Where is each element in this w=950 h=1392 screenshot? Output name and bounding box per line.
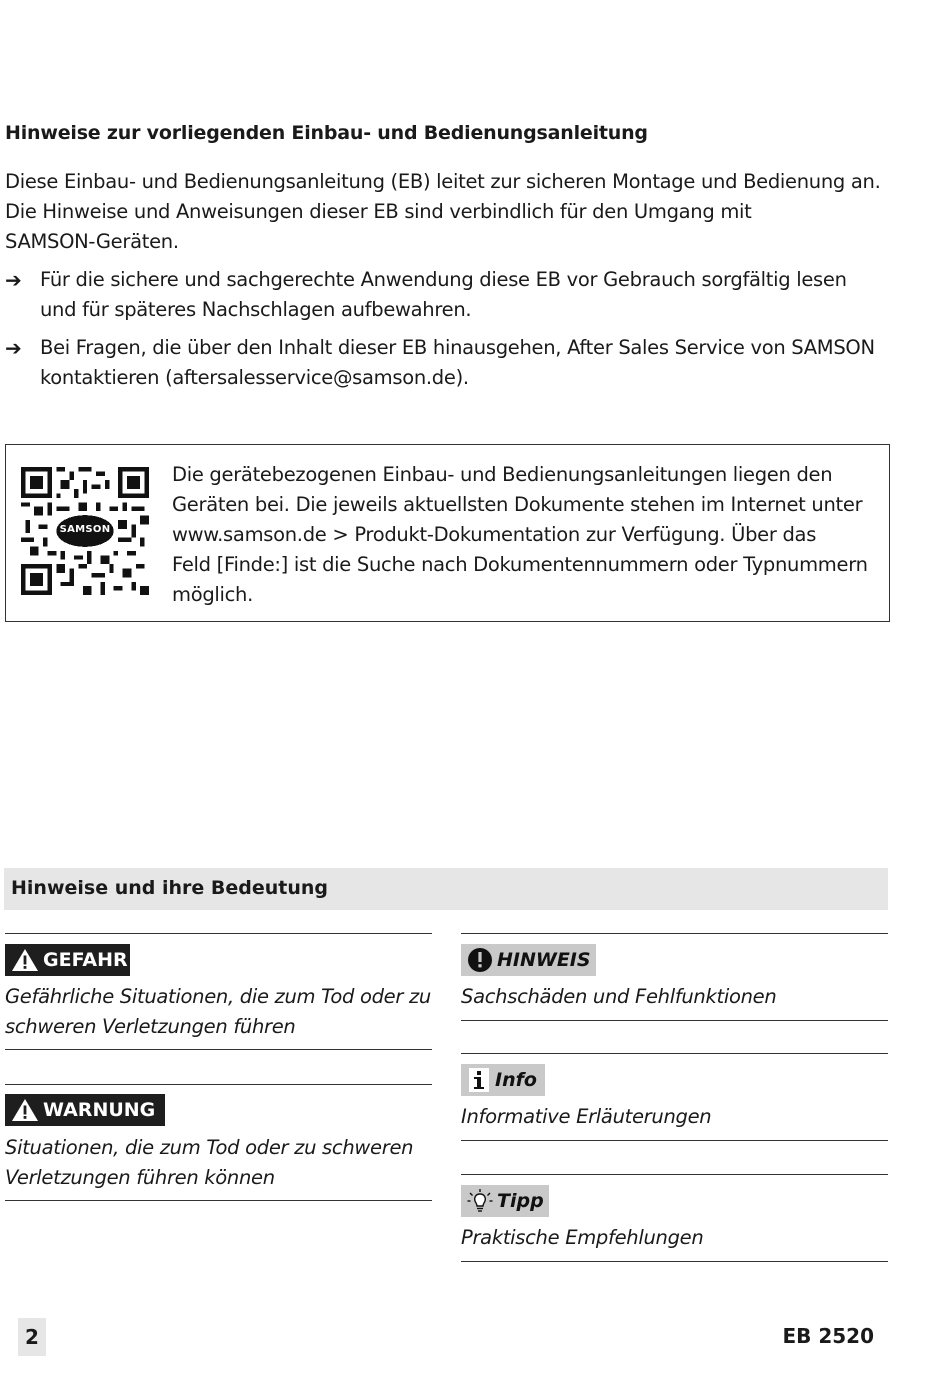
hinweis-description [461, 982, 776, 1012]
qr-line: Geräten bei. Die jeweils aktuellsten Dokumente stehen im Internet unter [172, 493, 863, 516]
description-line: Praktische Empfehlungen [461, 1226, 704, 1249]
description-line: Informative Erläuterungen [461, 1105, 712, 1128]
divider [5, 1049, 432, 1050]
arrow-icon: ➔ [5, 336, 22, 360]
tipp-description [461, 1223, 703, 1253]
divider [5, 1084, 432, 1085]
qr-line: Feld [Finde:] ist die Suche nach Dokumentennummern oder Typnummern [172, 553, 868, 576]
description-line: schweren Verletzungen führen [5, 1015, 296, 1038]
lightbulb-icon [467, 1188, 493, 1214]
notes-heading: Hinweise zur vorliegenden Einbau- und Bedienungsanleitung [5, 122, 648, 144]
warnung-badge [5, 1094, 165, 1126]
description-line: Gefährliche Situationen, die zum Tod oder zu [5, 985, 431, 1008]
arrow-icon: ➔ [5, 268, 22, 292]
signal-words-heading: Hinweise und ihre Bedeutung [11, 877, 328, 899]
divider [461, 1053, 888, 1054]
warning-triangle-icon [11, 1098, 39, 1122]
gefahr-badge [5, 944, 130, 976]
divider [461, 1261, 888, 1262]
divider [461, 1020, 888, 1021]
divider [461, 933, 888, 934]
intro-paragraph [5, 167, 905, 257]
divider [461, 1140, 888, 1141]
info-icon [467, 1067, 491, 1093]
exclamation-circle-icon [467, 947, 493, 973]
intro-line: Die Hinweise und Anweisungen dieser EB sind verbindlich für den Umgang mit [5, 200, 752, 223]
qr-description [172, 460, 868, 610]
description-line: Situationen, die zum Tod oder zu schweren [5, 1136, 414, 1159]
bullet-line: Bei Fragen, die über den Inhalt dieser EB hinausgehen, After Sales Service von SAMSON [40, 336, 875, 359]
warnung-description [5, 1133, 413, 1193]
info-badge [461, 1064, 545, 1096]
bullet-item-contact [5, 333, 905, 393]
intro-line: Diese Einbau- und Bedienungsanleitung (EB) leitet zur sicheren Montage und Bedienung an. [5, 170, 881, 193]
bullet-item-read [5, 265, 905, 325]
hinweis-badge [461, 944, 596, 976]
qr-code[interactable] [21, 467, 149, 595]
document-code: EB 2520 [782, 1324, 874, 1348]
gefahr-label: GEFAHR [43, 949, 128, 971]
qr-line: www.samson.de > Produkt-Dokumentation zur Verfügung. Über das [172, 523, 817, 546]
intro-line: SAMSON-Geräten. [5, 230, 179, 253]
description-line: Sachschäden und Fehlfunktionen [461, 985, 777, 1008]
bullet-line: Für die sichere und sachgerechte Anwendung diese EB vor Gebrauch sorgfältig lesen [40, 268, 847, 291]
warning-triangle-icon [11, 948, 39, 972]
divider [461, 1174, 888, 1175]
qr-line: möglich. [172, 583, 254, 606]
page-number-tab [18, 1318, 46, 1356]
tipp-badge [461, 1185, 549, 1217]
page-number: 2 [25, 1325, 39, 1349]
bullet-line: und für späteres Nachschlagen aufbewahren. [40, 298, 472, 321]
signal-words-heading-band [4, 868, 888, 910]
info-label: Info [495, 1069, 537, 1091]
info-description [461, 1102, 711, 1132]
bullet-line: kontaktieren (aftersalesservice@samson.de). [40, 366, 469, 389]
description-line: Verletzungen führen können [5, 1166, 275, 1189]
divider [5, 1200, 432, 1201]
samson-logo-text: SAMSON [59, 524, 111, 535]
documentation-qr-box [5, 444, 890, 622]
tipp-label: Tipp [497, 1190, 544, 1212]
gefahr-description [5, 982, 431, 1042]
qr-line: Die gerätebezogenen Einbau- und Bedienungsanleitungen liegen den [172, 463, 833, 486]
warnung-label: WARNUNG [43, 1099, 156, 1121]
divider [5, 933, 432, 934]
hinweis-label: HINWEIS [497, 949, 591, 971]
